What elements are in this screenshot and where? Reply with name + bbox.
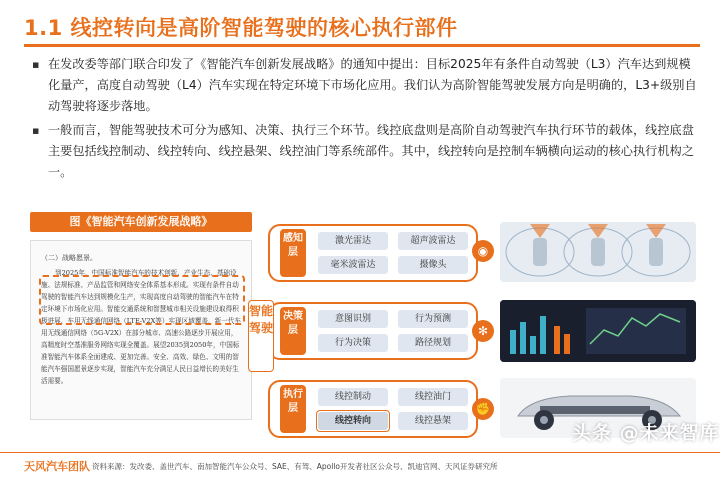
- eye-icon: ◉: [472, 240, 494, 262]
- figure-caption: 图《智能汽车创新发展战略》: [30, 212, 252, 232]
- bullet-list: [28, 54, 700, 186]
- layer-tag-perception: 感知层: [280, 229, 306, 277]
- policy-document-excerpt: [30, 240, 252, 420]
- chip-camera: 摄像头: [398, 256, 468, 274]
- bullet-item: ▪ 一般而言，智能驾驶技术可分为感知、决策、执行三个环节。线控底盘则是高阶自动驾驶汽车执行环节的载体，线控底盘主要包括线控制动、线控转向、线控悬架、线控油门等系统部件。其中，线控转向是控制车辆横向运动的核心执行机构之一。: [28, 120, 700, 183]
- chip-behavior-decision: 行为决策: [318, 334, 388, 352]
- arm-icon: ✊: [472, 398, 494, 420]
- title-divider: [24, 44, 700, 47]
- chip-ultrasonic-radar: 超声波雷达: [398, 232, 468, 250]
- chip-mmwave-radar: 毫米波雷达: [318, 256, 388, 274]
- footer-source: 资料来源：发改委、盖世汽车、南加智能汽车公众号、SAE、有驾、Apollo开发者社区公众号、凯迪官网、天风证券研究所: [92, 462, 498, 471]
- decision-dashboard-illustration: [500, 300, 696, 362]
- brain-icon: ✻: [472, 320, 494, 342]
- chip-throttle-by-wire: 线控油门: [398, 388, 468, 406]
- chip-brake-by-wire: 线控制动: [318, 388, 388, 406]
- chip-suspension-by-wire: 线控悬架: [398, 412, 468, 430]
- highlight-box: [39, 275, 245, 325]
- page-title: 1.1 线控转向是高阶智能驾驶的核心执行部件: [24, 16, 458, 40]
- doc-heading: （二）战略愿景。: [41, 254, 97, 262]
- chip-behavior-prediction: 行为预测: [398, 310, 468, 328]
- sensor-coverage-illustration: [500, 222, 696, 282]
- chip-path-planning: 路径规划: [398, 334, 468, 352]
- chip-lidar: 激光雷达: [318, 232, 388, 250]
- watermark: 头条 @未来智库: [572, 422, 720, 444]
- chip-steer-by-wire: 线控转向: [318, 412, 388, 430]
- chip-intent-recognition: 意图识别: [318, 310, 388, 328]
- footer-brand: 天风汽车团队: [24, 460, 90, 473]
- center-label: 智能驾驶: [248, 300, 274, 372]
- layer-tag-decision: 决策层: [280, 307, 306, 355]
- bullet-item: ▪ 在发改委等部门联合印发了《智能汽车创新发展战略》的通知中提出：目标2025年有条件自动驾驶（L3）汽车达到规模化量产，高度自动驾驶（L4）汽车实现在特定环境下市场化应用。我们认为高阶智能驾驶发展方向是明确的，L3+级别自动驾驶将逐步落地。: [28, 54, 700, 117]
- layer-tag-execution: 执行层: [280, 385, 306, 433]
- doc-text: 到2025年，中国标准智能汽车的技术创新、产业生态、基础设施、法规标准、产品监管和网络安全体系基本形成。实现有条件自动驾驶的智能汽车达到规模化生产，实现高度自动驾驶的智能汽车在特定环境下市场化应用。智能交通系统和智慧城市相关设施建设取得积极进展，车用无线通信网络（LTE-V2X等）实现区域覆盖，新一代车用无线通信网络（5G-V2X）在部分城市、高速公路逐步开展应用，高精度时空基准服务网络实现全覆盖。展望2035到2050年，中国标准智能汽车体系全面建成、更加完善。安全、高效、绿色、文明的智能汽车强国愿景逐步实现，智能汽车充分满足人民日益增长的美好生活需要。: [41, 269, 242, 385]
